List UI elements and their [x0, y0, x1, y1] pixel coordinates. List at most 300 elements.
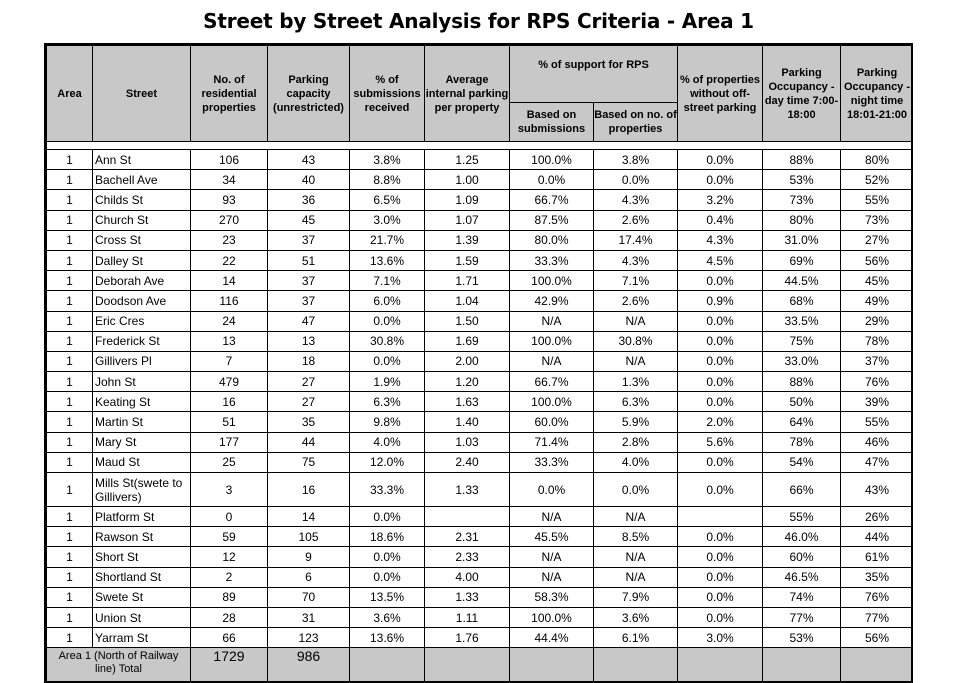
table-row	[47, 628, 914, 648]
support-properties-cell: N/A	[594, 351, 678, 371]
support-properties-cell: 2.6%	[594, 210, 678, 230]
footer-cell	[425, 648, 510, 683]
table-row	[47, 567, 914, 587]
without-offstreet-cell: 0.0%	[678, 351, 763, 371]
area-cell: 1	[47, 331, 93, 351]
table-row	[47, 412, 914, 432]
occupancy-day-cell: 44.5%	[763, 271, 841, 291]
street-cell: Union St	[93, 607, 191, 627]
submissions-cell: 4.0%	[350, 432, 425, 452]
street-cell: Maud St	[93, 452, 191, 472]
residential-cell: 106	[191, 150, 268, 170]
capacity-cell: 9	[268, 547, 350, 567]
occupancy-night-cell: 43%	[841, 473, 913, 507]
internal-parking-cell: 2.40	[425, 452, 510, 472]
occupancy-night-cell: 61%	[841, 547, 913, 567]
area-cell: 1	[47, 170, 93, 190]
internal-parking-cell: 2.00	[425, 351, 510, 371]
support-properties-cell: 8.5%	[594, 527, 678, 547]
support-properties-cell: 30.8%	[594, 331, 678, 351]
support-properties-cell: 1.3%	[594, 372, 678, 392]
support-properties-cell: 7.1%	[594, 271, 678, 291]
residential-cell: 2	[191, 567, 268, 587]
support-properties-cell: 5.9%	[594, 412, 678, 432]
street-cell: Childs St	[93, 190, 191, 210]
occupancy-night-cell: 35%	[841, 567, 913, 587]
support-properties-cell: 6.1%	[594, 628, 678, 648]
footer-residential-total: 1729	[191, 648, 268, 683]
occupancy-day-cell: 77%	[763, 607, 841, 627]
capacity-cell: 40	[268, 170, 350, 190]
occupancy-day-cell: 33.0%	[763, 351, 841, 371]
occupancy-day-cell: 60%	[763, 547, 841, 567]
support-properties-cell: N/A	[594, 507, 678, 527]
rps-analysis-table	[46, 45, 913, 683]
street-cell: Mills St(swete to Gillivers)	[93, 473, 191, 507]
support-submissions-cell: N/A	[510, 351, 594, 371]
internal-parking-cell: 2.31	[425, 527, 510, 547]
occupancy-night-cell: 47%	[841, 452, 913, 472]
occupancy-night-cell: 80%	[841, 150, 913, 170]
table-header	[47, 46, 914, 150]
street-cell: Church St	[93, 210, 191, 230]
capacity-cell: 37	[268, 271, 350, 291]
residential-cell: 22	[191, 250, 268, 270]
area-cell: 1	[47, 392, 93, 412]
internal-parking-cell: 1.20	[425, 372, 510, 392]
area-cell: 1	[47, 628, 93, 648]
internal-parking-cell: 1.76	[425, 628, 510, 648]
support-submissions-cell: 42.9%	[510, 291, 594, 311]
occupancy-day-cell: 46.0%	[763, 527, 841, 547]
submissions-cell: 9.8%	[350, 412, 425, 432]
without-offstreet-cell: 0.0%	[678, 567, 763, 587]
internal-parking-cell: 1.40	[425, 412, 510, 432]
internal-parking-cell: 1.25	[425, 150, 510, 170]
support-properties-cell: N/A	[594, 311, 678, 331]
street-cell: Bachell Ave	[93, 170, 191, 190]
area-cell: 1	[47, 190, 93, 210]
internal-parking-cell: 1.00	[425, 170, 510, 190]
street-cell: Short St	[93, 547, 191, 567]
submissions-cell: 13.5%	[350, 587, 425, 607]
without-offstreet-cell: 0.0%	[678, 547, 763, 567]
support-properties-cell: 4.3%	[594, 190, 678, 210]
submissions-cell: 3.6%	[350, 607, 425, 627]
submissions-cell: 30.8%	[350, 331, 425, 351]
table-row	[47, 607, 914, 627]
area-cell: 1	[47, 547, 93, 567]
area-cell: 1	[47, 372, 93, 392]
table-row	[47, 331, 914, 351]
occupancy-day-cell: 33.5%	[763, 311, 841, 331]
support-properties-cell: 4.3%	[594, 250, 678, 270]
submissions-cell: 21.7%	[350, 230, 425, 250]
support-properties-cell: 17.4%	[594, 230, 678, 250]
support-submissions-cell: 58.3%	[510, 587, 594, 607]
support-submissions-cell: 45.5%	[510, 527, 594, 547]
street-cell: Martin St	[93, 412, 191, 432]
header-submissions: % of submissions received	[350, 46, 425, 142]
internal-parking-cell: 1.39	[425, 230, 510, 250]
footer-capacity-total: 986	[268, 648, 350, 683]
without-offstreet-cell: 0.0%	[678, 311, 763, 331]
table-row	[47, 351, 914, 371]
submissions-cell: 18.6%	[350, 527, 425, 547]
submissions-cell: 0.0%	[350, 351, 425, 371]
support-submissions-cell: 100.0%	[510, 150, 594, 170]
area-cell: 1	[47, 432, 93, 452]
without-offstreet-cell: 0.0%	[678, 607, 763, 627]
table-row	[47, 507, 914, 527]
header-residential: No. of residential properties	[191, 46, 268, 142]
without-offstreet-cell	[678, 507, 763, 527]
capacity-cell: 35	[268, 412, 350, 432]
without-offstreet-cell: 0.0%	[678, 170, 763, 190]
page-title: Street by Street Analysis for RPS Criteria - Area 1	[203, 9, 754, 33]
occupancy-day-cell: 66%	[763, 473, 841, 507]
submissions-cell: 3.8%	[350, 150, 425, 170]
support-submissions-cell: 66.7%	[510, 190, 594, 210]
residential-cell: 28	[191, 607, 268, 627]
capacity-cell: 27	[268, 392, 350, 412]
capacity-cell: 70	[268, 587, 350, 607]
capacity-cell: 51	[268, 250, 350, 270]
support-properties-cell: 0.0%	[594, 473, 678, 507]
submissions-cell: 0.0%	[350, 311, 425, 331]
street-cell: Dalley St	[93, 250, 191, 270]
capacity-cell: 43	[268, 150, 350, 170]
residential-cell: 12	[191, 547, 268, 567]
support-properties-cell: 3.8%	[594, 150, 678, 170]
residential-cell: 177	[191, 432, 268, 452]
occupancy-night-cell: 56%	[841, 628, 913, 648]
occupancy-day-cell: 78%	[763, 432, 841, 452]
without-offstreet-cell: 3.0%	[678, 628, 763, 648]
street-cell: Deborah Ave	[93, 271, 191, 291]
support-submissions-cell: N/A	[510, 567, 594, 587]
without-offstreet-cell: 0.0%	[678, 150, 763, 170]
submissions-cell: 0.0%	[350, 567, 425, 587]
support-submissions-cell: 33.3%	[510, 452, 594, 472]
internal-parking-cell: 1.03	[425, 432, 510, 452]
header-occupancy-day: Parking Occupancy - day time 7:00-18:00	[763, 46, 841, 142]
table-row	[47, 170, 914, 190]
support-submissions-cell: 80.0%	[510, 230, 594, 250]
residential-cell: 7	[191, 351, 268, 371]
area-cell: 1	[47, 250, 93, 270]
without-offstreet-cell: 4.3%	[678, 230, 763, 250]
occupancy-day-cell: 80%	[763, 210, 841, 230]
occupancy-day-cell: 55%	[763, 507, 841, 527]
occupancy-night-cell: 44%	[841, 527, 913, 547]
support-submissions-cell: 60.0%	[510, 412, 594, 432]
street-cell: Rawson St	[93, 527, 191, 547]
occupancy-night-cell: 37%	[841, 351, 913, 371]
occupancy-day-cell: 88%	[763, 150, 841, 170]
occupancy-night-cell: 55%	[841, 190, 913, 210]
internal-parking-cell: 4.00	[425, 567, 510, 587]
occupancy-day-cell: 74%	[763, 587, 841, 607]
support-submissions-cell: 44.4%	[510, 628, 594, 648]
street-cell: Cross St	[93, 230, 191, 250]
header-internal-parking: Average internal parking per property	[425, 46, 510, 142]
submissions-cell: 0.0%	[350, 547, 425, 567]
footer-cell	[678, 648, 763, 683]
without-offstreet-cell: 0.0%	[678, 473, 763, 507]
internal-parking-cell: 1.69	[425, 331, 510, 351]
occupancy-night-cell: 27%	[841, 230, 913, 250]
table-row	[47, 527, 914, 547]
residential-cell: 51	[191, 412, 268, 432]
capacity-cell: 44	[268, 432, 350, 452]
area-cell: 1	[47, 311, 93, 331]
footer-cell	[594, 648, 678, 683]
support-properties-cell: 2.8%	[594, 432, 678, 452]
submissions-cell: 0.0%	[350, 507, 425, 527]
header-area: Area	[47, 46, 93, 142]
street-cell: Platform St	[93, 507, 191, 527]
table-row	[47, 473, 914, 507]
occupancy-night-cell: 26%	[841, 507, 913, 527]
submissions-cell: 1.9%	[350, 372, 425, 392]
header-street: Street	[93, 46, 191, 142]
without-offstreet-cell: 0.0%	[678, 452, 763, 472]
without-offstreet-cell: 2.0%	[678, 412, 763, 432]
support-properties-cell: 6.3%	[594, 392, 678, 412]
table-row	[47, 311, 914, 331]
capacity-cell: 14	[268, 507, 350, 527]
internal-parking-cell: 1.71	[425, 271, 510, 291]
occupancy-night-cell: 77%	[841, 607, 913, 627]
support-submissions-cell: 100.0%	[510, 331, 594, 351]
submissions-cell: 33.3%	[350, 473, 425, 507]
capacity-cell: 75	[268, 452, 350, 472]
area-cell: 1	[47, 527, 93, 547]
support-properties-cell: 0.0%	[594, 170, 678, 190]
submissions-cell: 13.6%	[350, 250, 425, 270]
occupancy-day-cell: 73%	[763, 190, 841, 210]
support-properties-cell: 2.6%	[594, 291, 678, 311]
occupancy-day-cell: 54%	[763, 452, 841, 472]
residential-cell: 116	[191, 291, 268, 311]
table-body	[47, 150, 914, 648]
area-cell: 1	[47, 291, 93, 311]
residential-cell: 16	[191, 392, 268, 412]
occupancy-night-cell: 46%	[841, 432, 913, 452]
capacity-cell: 37	[268, 291, 350, 311]
occupancy-night-cell: 56%	[841, 250, 913, 270]
support-submissions-cell: N/A	[510, 547, 594, 567]
capacity-cell: 123	[268, 628, 350, 648]
header-without-offstreet: % of properties without off-street parking	[678, 46, 763, 142]
residential-cell: 89	[191, 587, 268, 607]
capacity-cell: 13	[268, 331, 350, 351]
without-offstreet-cell: 0.4%	[678, 210, 763, 230]
support-submissions-cell: 100.0%	[510, 392, 594, 412]
without-offstreet-cell: 0.0%	[678, 392, 763, 412]
residential-cell: 23	[191, 230, 268, 250]
support-submissions-cell: 100.0%	[510, 607, 594, 627]
residential-cell: 3	[191, 473, 268, 507]
residential-cell: 59	[191, 527, 268, 547]
header-spacer	[47, 142, 914, 150]
without-offstreet-cell: 4.5%	[678, 250, 763, 270]
rps-table-container	[44, 43, 913, 683]
submissions-cell: 3.0%	[350, 210, 425, 230]
occupancy-day-cell: 53%	[763, 628, 841, 648]
capacity-cell: 16	[268, 473, 350, 507]
without-offstreet-cell: 0.0%	[678, 587, 763, 607]
header-capacity: Parking capacity (unrestricted)	[268, 46, 350, 142]
area-cell: 1	[47, 473, 93, 507]
capacity-cell: 18	[268, 351, 350, 371]
street-cell: Swete St	[93, 587, 191, 607]
internal-parking-cell: 1.04	[425, 291, 510, 311]
occupancy-night-cell: 55%	[841, 412, 913, 432]
table-row	[47, 587, 914, 607]
table-row	[47, 250, 914, 270]
occupancy-night-cell: 29%	[841, 311, 913, 331]
support-submissions-cell: 33.3%	[510, 250, 594, 270]
residential-cell: 270	[191, 210, 268, 230]
table-row	[47, 271, 914, 291]
residential-cell: 0	[191, 507, 268, 527]
street-cell: Frederick St	[93, 331, 191, 351]
internal-parking-cell: 1.63	[425, 392, 510, 412]
area-cell: 1	[47, 150, 93, 170]
support-submissions-cell: N/A	[510, 311, 594, 331]
internal-parking-cell: 1.07	[425, 210, 510, 230]
without-offstreet-cell: 0.0%	[678, 271, 763, 291]
occupancy-day-cell: 64%	[763, 412, 841, 432]
capacity-cell: 27	[268, 372, 350, 392]
table-row	[47, 432, 914, 452]
occupancy-night-cell: 76%	[841, 372, 913, 392]
table-row	[47, 547, 914, 567]
footer-cell	[510, 648, 594, 683]
support-properties-cell: N/A	[594, 567, 678, 587]
street-cell: Keating St	[93, 392, 191, 412]
without-offstreet-cell: 3.2%	[678, 190, 763, 210]
residential-cell: 25	[191, 452, 268, 472]
area-cell: 1	[47, 452, 93, 472]
street-cell: Yarram St	[93, 628, 191, 648]
street-cell: Eric Cres	[93, 311, 191, 331]
table-row	[47, 230, 914, 250]
without-offstreet-cell: 0.0%	[678, 527, 763, 547]
support-submissions-cell: 87.5%	[510, 210, 594, 230]
residential-cell: 14	[191, 271, 268, 291]
support-properties-cell: 3.6%	[594, 607, 678, 627]
internal-parking-cell: 1.50	[425, 311, 510, 331]
occupancy-night-cell: 49%	[841, 291, 913, 311]
occupancy-day-cell: 46.5%	[763, 567, 841, 587]
area-cell: 1	[47, 587, 93, 607]
capacity-cell: 6	[268, 567, 350, 587]
capacity-cell: 105	[268, 527, 350, 547]
support-submissions-cell: 100.0%	[510, 271, 594, 291]
street-cell: Shortland St	[93, 567, 191, 587]
area-cell: 1	[47, 230, 93, 250]
without-offstreet-cell: 0.0%	[678, 372, 763, 392]
occupancy-day-cell: 53%	[763, 170, 841, 190]
submissions-cell: 7.1%	[350, 271, 425, 291]
occupancy-day-cell: 75%	[763, 331, 841, 351]
residential-cell: 66	[191, 628, 268, 648]
without-offstreet-cell: 5.6%	[678, 432, 763, 452]
occupancy-night-cell: 73%	[841, 210, 913, 230]
residential-cell: 13	[191, 331, 268, 351]
street-cell: Doodson Ave	[93, 291, 191, 311]
support-submissions-cell: 71.4%	[510, 432, 594, 452]
street-cell: Ann St	[93, 150, 191, 170]
table-row	[47, 452, 914, 472]
internal-parking-cell: 1.33	[425, 587, 510, 607]
capacity-cell: 36	[268, 190, 350, 210]
table-row	[47, 210, 914, 230]
capacity-cell: 37	[268, 230, 350, 250]
support-submissions-cell: 0.0%	[510, 473, 594, 507]
support-submissions-cell: N/A	[510, 507, 594, 527]
support-properties-cell: N/A	[594, 547, 678, 567]
internal-parking-cell: 1.11	[425, 607, 510, 627]
footer-cell	[841, 648, 913, 683]
header-support-submissions: Based on submissions	[510, 103, 594, 142]
footer-total-label: Area 1 (North of Railway line) Total	[47, 648, 191, 683]
header-occupancy-night: Parking Occupancy - night time 18:01-21:00	[841, 46, 913, 142]
internal-parking-cell: 1.09	[425, 190, 510, 210]
area-cell: 1	[47, 210, 93, 230]
internal-parking-cell	[425, 507, 510, 527]
without-offstreet-cell: 0.0%	[678, 331, 763, 351]
submissions-cell: 13.6%	[350, 628, 425, 648]
street-cell: Gillivers Pl	[93, 351, 191, 371]
submissions-cell: 6.3%	[350, 392, 425, 412]
residential-cell: 93	[191, 190, 268, 210]
table-row	[47, 372, 914, 392]
submissions-cell: 6.5%	[350, 190, 425, 210]
support-submissions-cell: 66.7%	[510, 372, 594, 392]
header-support-properties: Based on no. of properties	[594, 103, 678, 142]
residential-cell: 24	[191, 311, 268, 331]
residential-cell: 34	[191, 170, 268, 190]
occupancy-night-cell: 78%	[841, 331, 913, 351]
capacity-cell: 31	[268, 607, 350, 627]
table-footer	[47, 648, 914, 683]
table-row	[47, 291, 914, 311]
occupancy-day-cell: 50%	[763, 392, 841, 412]
street-cell: John St	[93, 372, 191, 392]
header-support: % of support for RPS	[510, 46, 678, 103]
support-submissions-cell: 0.0%	[510, 170, 594, 190]
occupancy-day-cell: 68%	[763, 291, 841, 311]
occupancy-day-cell: 88%	[763, 372, 841, 392]
area-cell: 1	[47, 271, 93, 291]
submissions-cell: 12.0%	[350, 452, 425, 472]
occupancy-night-cell: 45%	[841, 271, 913, 291]
occupancy-night-cell: 76%	[841, 587, 913, 607]
internal-parking-cell: 2.33	[425, 547, 510, 567]
area-cell: 1	[47, 351, 93, 371]
internal-parking-cell: 1.59	[425, 250, 510, 270]
area-cell: 1	[47, 507, 93, 527]
occupancy-night-cell: 39%	[841, 392, 913, 412]
submissions-cell: 8.8%	[350, 170, 425, 190]
area-cell: 1	[47, 607, 93, 627]
submissions-cell: 6.0%	[350, 291, 425, 311]
residential-cell: 479	[191, 372, 268, 392]
